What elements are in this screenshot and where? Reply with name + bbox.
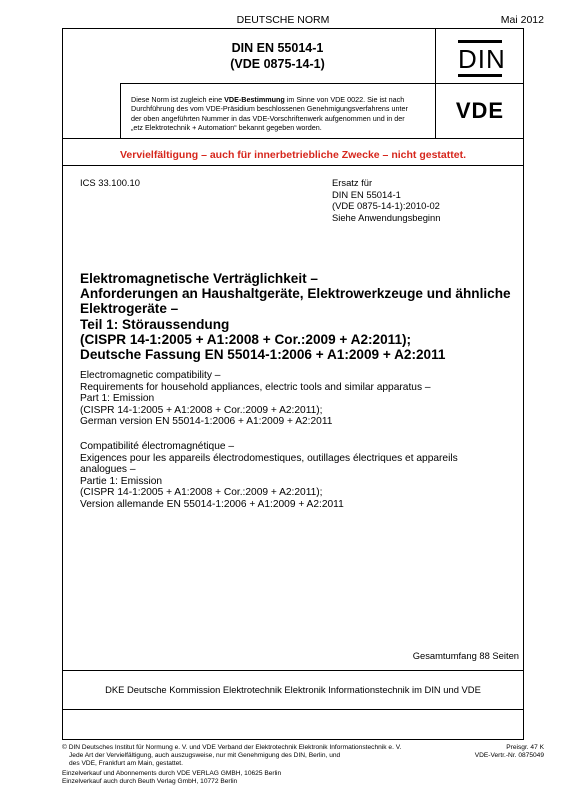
price-info: Preisgr. 47 K VDE-Vertr.-Nr. 0875049 <box>474 744 544 760</box>
dke-bottom-divider <box>62 709 524 710</box>
din-logo-text: DIN <box>458 44 506 74</box>
vde-logo: VDE <box>455 98 505 123</box>
sales-info: Einzelverkauf und Abonnements durch VDE VERLAG GMBH, 10625 Berlin Einzelverkauf auch durch Beuth Verlag GmbH, 10772 Berlin <box>62 770 282 786</box>
dke-top-divider <box>62 670 524 671</box>
copy-warning: Vervielfältigung – auch für innerbetriebliche Zwecke – nicht gestattet. <box>119 149 466 161</box>
vde-note: Diese Norm ist zugleich eine VDE-Bestimmung im Sinne von VDE 0022. Sie ist nach Durchführung des vom VDE-Präsidium beschlossenen Genehmigungsverfahrens unter der oben angeführten Nummer in das VDE-Vorschriftenwerk aufgenommen und in der „etz Elektrotechnik + Automation“ bekannt gegeben worden. <box>131 95 408 132</box>
title-french: Compatibilité électromagnétique – Exigences pour les appareils électrodomestiques, outillages électriques et appareils analogues – Partie 1: Emission (CISPR 14-1:2005 + A1:2008 + Cor.:2009 + A2:2011); Version allemande EN 55014-1:2006 + A1:2009 + A2:2011 <box>80 441 458 510</box>
warning-divider <box>62 165 524 166</box>
dke-line: DKE Deutsche Kommission Elektrotechnik Elektronik Informationstechnik im DIN und VDE <box>105 684 481 695</box>
title-divider <box>120 83 524 84</box>
replacement-info: Ersatz für DIN EN 55014-1 (VDE 0875-14-1):2010-02 Siehe Anwendungsbeginn <box>332 177 441 223</box>
title-german: Elektromagnetische Verträglichkeit – Anforderungen an Haushaltgeräte, Elektrowerkzeuge und ähnliche Elektrogeräte – Teil 1: Störaussendung (CISPR 14-1:2005 + A1:2008 + Cor.:2009 + A2:2011); Deutsche Fassung EN 55014-1:2006 + A1:2009 + A2:2011 <box>80 271 511 363</box>
copyright-notice: © DIN Deutsches Institut für Normung e. V. und VDE Verband der Elektrotechnik Elektronik Informationstechnik e. V. Jede Art der Vervielfältigung, auch auszugsweise, nur mit Genehmigung des DIN, Berlin, und des VDE, Frankfurt am Main, gestattet. <box>62 744 402 768</box>
title-english: Electromagnetic compatibility – Requirements for household appliances, electric tools and similar apparatus – Part 1: Emission (CISPR 14-1:2005 + A1:2008 + Cor.:2009 + A2:2011); German version EN 55014-1:2006 + A1:2009 + A2:2011 <box>80 370 431 428</box>
note-left-divider <box>120 83 121 138</box>
ics-code: ICS 33.100.10 <box>80 177 140 188</box>
din-logo <box>458 40 506 78</box>
publication-date: Mai 2012 <box>500 14 544 26</box>
total-pages: Gesamtumfang 88 Seiten <box>412 650 519 661</box>
standard-number: DIN EN 55014-1 (VDE 0875-14-1) <box>230 41 325 71</box>
document-type-label: DEUTSCHE NORM <box>236 14 330 26</box>
header-bottom-divider <box>62 138 524 139</box>
